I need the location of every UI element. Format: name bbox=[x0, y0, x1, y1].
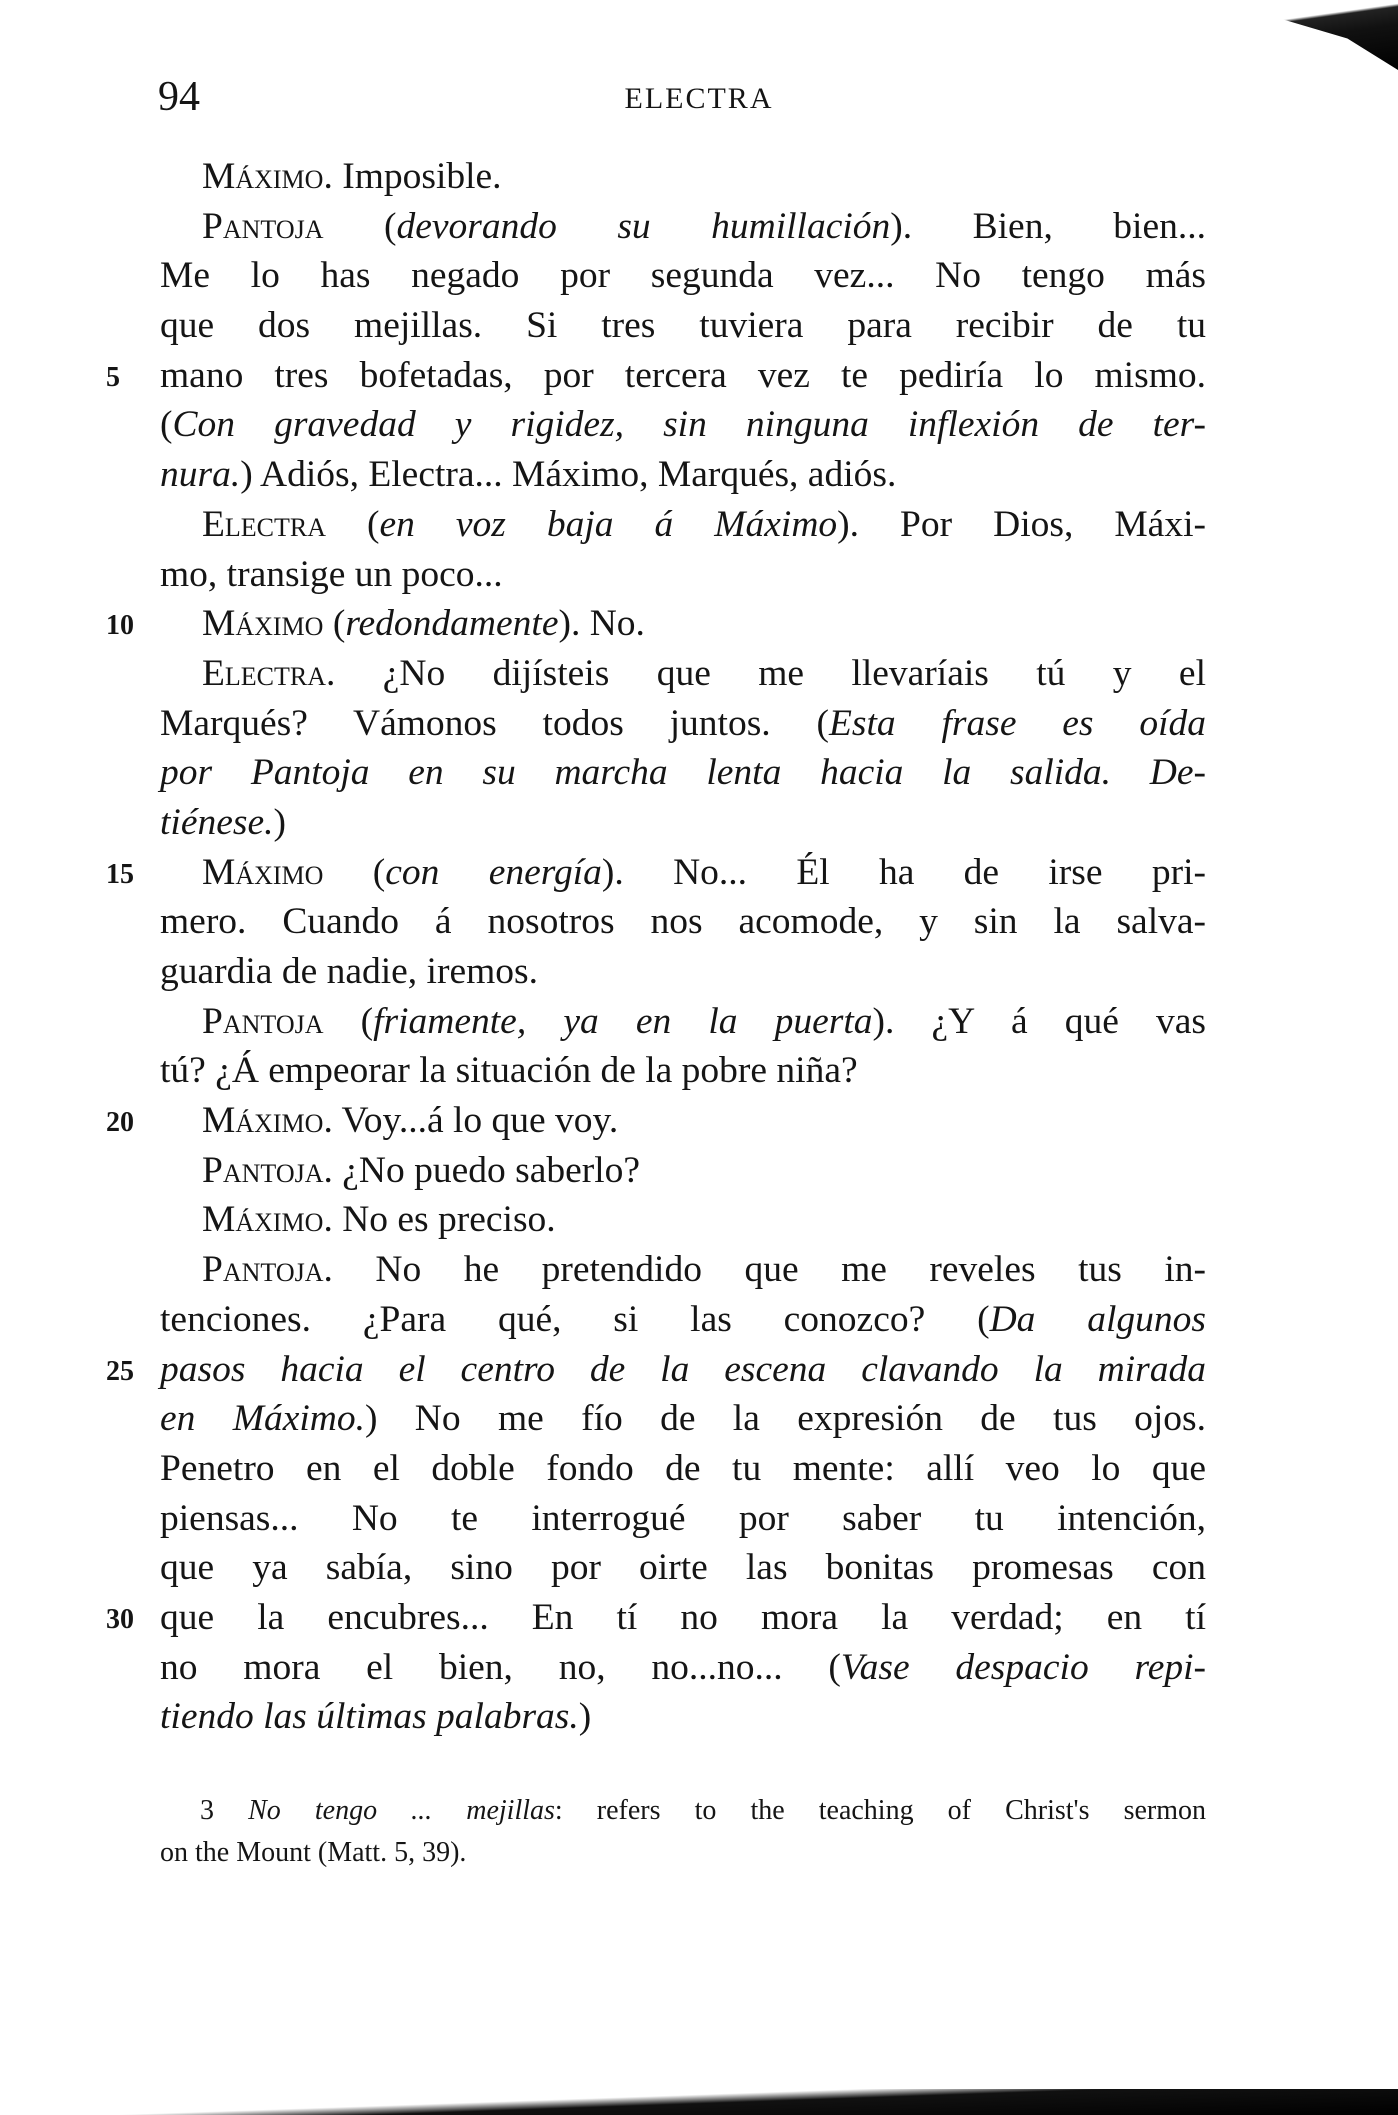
italic-text: tiendo las últimas palabras. bbox=[160, 1696, 579, 1738]
text-line bbox=[160, 947, 1206, 997]
text-line bbox=[106, 1593, 1206, 1643]
italic-text: Esta frase es oída bbox=[828, 702, 1206, 744]
line-number: 10 bbox=[106, 610, 134, 642]
text-line bbox=[106, 599, 1206, 649]
italic-text: con energía bbox=[385, 851, 602, 893]
text-run: ). No... Él ha de irse pri- bbox=[601, 851, 1206, 893]
text-run: ¿No dijísteis que me llevaríais tú y el bbox=[335, 652, 1206, 694]
scan-edge-shadow-top bbox=[1168, 0, 1398, 70]
text-run: que la encubres... En tí no mora la verdad; en tí bbox=[160, 1596, 1206, 1638]
text-run: mano tres bofetadas, por tercera vez te pediría lo mismo. bbox=[160, 354, 1206, 396]
italic-text: Da algunos bbox=[989, 1298, 1206, 1340]
text-line bbox=[160, 997, 1206, 1047]
dialogue-text bbox=[106, 152, 1207, 1742]
text-run: ) bbox=[578, 1696, 592, 1738]
text-line bbox=[160, 1543, 1206, 1593]
text-line bbox=[160, 1245, 1206, 1295]
text-run: ( bbox=[323, 851, 386, 893]
italic-text: en voz baja á Máximo bbox=[379, 503, 838, 545]
text-run: guardia de nadie, iremos. bbox=[160, 951, 538, 992]
text-line bbox=[160, 1692, 1206, 1742]
speaker-name: Pantoja. bbox=[202, 1149, 333, 1191]
text-line bbox=[106, 848, 1206, 898]
italic-text: redondamente bbox=[345, 603, 559, 645]
text-run: ) Adiós, Electra... Máximo, Marqués, adiós. bbox=[240, 454, 897, 496]
text-run: que ya sabía, sino por oirte las bonitas promesas con bbox=[160, 1547, 1206, 1589]
text-run: No es preciso. bbox=[332, 1199, 556, 1241]
text-line bbox=[160, 1494, 1206, 1544]
speaker-name: Máximo. bbox=[202, 1199, 333, 1241]
scan-edge-shadow-bottom bbox=[0, 2089, 1398, 2115]
text-run: ). Por Dios, Máxi- bbox=[837, 503, 1206, 545]
speaker-name: Electra bbox=[202, 503, 327, 545]
text-line bbox=[160, 748, 1206, 798]
italic-text: nura. bbox=[160, 454, 241, 496]
italic-text: en Máximo. bbox=[160, 1398, 365, 1440]
text-run: ( bbox=[323, 603, 346, 645]
italic-text: por Pantoja en su marcha lenta hacia la salida. De- bbox=[160, 752, 1206, 794]
text-line bbox=[160, 649, 1206, 699]
speaker-name: Máximo bbox=[202, 603, 324, 645]
text-line bbox=[106, 1096, 1206, 1146]
text-line bbox=[160, 251, 1206, 301]
text-line bbox=[160, 301, 1206, 351]
text-line bbox=[160, 1195, 1206, 1245]
text-run: on the Mount (Matt. 5, 39). bbox=[160, 1837, 467, 1868]
italic-text: No tengo ... mejillas bbox=[248, 1795, 555, 1826]
text-run: Voy...á lo que voy. bbox=[332, 1100, 619, 1142]
line-number: 15 bbox=[106, 858, 134, 890]
footnote-line bbox=[160, 1832, 1206, 1874]
text-run: Penetro en el doble fondo de tu mente: allí veo lo que bbox=[160, 1447, 1206, 1489]
speaker-name: Electra. bbox=[202, 652, 336, 694]
italic-text: Vase despacio repi- bbox=[840, 1646, 1207, 1688]
text-line bbox=[160, 152, 1206, 202]
text-line bbox=[160, 1444, 1206, 1494]
text-run: que dos mejillas. Si tres tuviera para recibir de tu bbox=[160, 305, 1206, 347]
italic-text: friamente, ya en la puerta bbox=[373, 1000, 873, 1042]
text-run: Imposible. bbox=[332, 156, 502, 197]
speaker-name: Máximo. bbox=[202, 156, 333, 197]
text-run: ) No me fío de la expresión de tus ojos. bbox=[364, 1398, 1207, 1440]
line-number: 20 bbox=[106, 1107, 134, 1139]
text-run: ). Bien, bien... bbox=[890, 205, 1206, 247]
text-line bbox=[160, 400, 1206, 450]
text-line bbox=[160, 1394, 1206, 1444]
text-run: ( bbox=[326, 503, 380, 545]
text-run: mo, transige un poco... bbox=[160, 553, 503, 595]
line-number: 25 bbox=[106, 1355, 134, 1387]
speaker-name: Máximo bbox=[202, 851, 324, 893]
text-run: ( bbox=[323, 205, 397, 247]
italic-text: tiénese. bbox=[160, 801, 274, 843]
text-run: tú? ¿Á empeorar la situación de la pobre niña? bbox=[160, 1050, 858, 1092]
speaker-name: Pantoja. bbox=[202, 1249, 333, 1291]
footnote-line bbox=[160, 1790, 1206, 1832]
text-run: ) bbox=[273, 801, 286, 843]
italic-text: devorando su humillación bbox=[396, 205, 891, 247]
text-line bbox=[160, 500, 1206, 550]
text-run: Marqués? Vámonos todos juntos. ( bbox=[160, 702, 829, 744]
text-run: Me lo has negado por segunda vez... No tengo más bbox=[160, 255, 1206, 297]
text-run: ( bbox=[160, 404, 173, 446]
speaker-name: Máximo. bbox=[202, 1100, 333, 1142]
running-title: ELECTRA bbox=[624, 82, 774, 115]
text-line bbox=[160, 450, 1206, 500]
line-number: 30 bbox=[106, 1603, 134, 1635]
text-line bbox=[160, 1046, 1206, 1096]
italic-text: pasos hacia el centro de la escena clavando la mirada bbox=[160, 1348, 1206, 1390]
text-run: No he pretendido que me reveles tus in- bbox=[332, 1249, 1206, 1291]
text-run: 3 bbox=[200, 1795, 249, 1826]
text-run: ¿No puedo saberlo? bbox=[332, 1149, 641, 1191]
text-run: ). No. bbox=[558, 603, 645, 645]
italic-text: Con gravedad y rigidez, sin ninguna inflexión de ter- bbox=[172, 404, 1206, 446]
text-line bbox=[160, 202, 1206, 252]
text-run: mero. Cuando á nosotros nos acomode, y sin la salva- bbox=[160, 901, 1206, 943]
speaker-name: Pantoja bbox=[202, 205, 324, 247]
text-line bbox=[160, 1643, 1206, 1693]
text-line bbox=[106, 1345, 1206, 1395]
text-line bbox=[160, 798, 1206, 848]
page-number: 94 bbox=[158, 74, 200, 120]
text-line bbox=[160, 1146, 1206, 1196]
text-run: ( bbox=[323, 1000, 374, 1042]
text-line bbox=[160, 1295, 1206, 1345]
text-run: ). ¿Y á qué vas bbox=[872, 1000, 1206, 1042]
text-run: : refers to the teaching of Christ's sermon bbox=[554, 1795, 1207, 1826]
text-run: tenciones. ¿Para qué, si las conozco? ( bbox=[160, 1298, 990, 1340]
text-run: no mora el bien, no, no...no... ( bbox=[160, 1646, 841, 1688]
text-run: piensas... No te interrogué por saber tu intención, bbox=[160, 1497, 1206, 1539]
text-line bbox=[106, 351, 1206, 401]
text-line bbox=[160, 550, 1206, 600]
text-line bbox=[160, 897, 1206, 947]
line-number: 5 bbox=[106, 361, 120, 393]
text-line bbox=[160, 699, 1206, 749]
footnote bbox=[160, 1790, 1206, 1874]
speaker-name: Pantoja bbox=[202, 1000, 324, 1042]
